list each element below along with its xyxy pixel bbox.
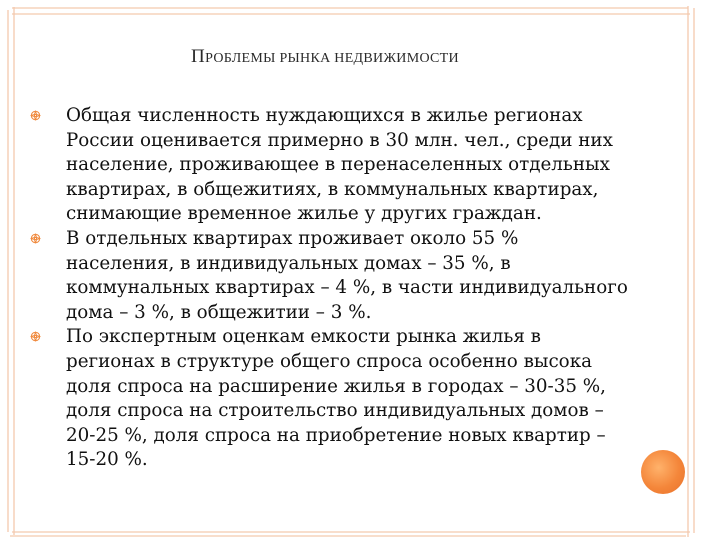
list-item: [30, 227, 630, 325]
bullet-text: В отдельных квартирах проживает около 55 % населения, в индивидуальных домах – 35 %, в коммунальных квартирах – 4 %, в части индивидуального дома – 3 %, в общежитии – 3 %.: [66, 227, 628, 323]
title-rest: РОБЛЕМЫ РЫНКА НЕДВИЖИМОСТИ: [205, 51, 459, 66]
title-initial: П: [191, 46, 206, 67]
list-item: [30, 104, 630, 227]
orange-circle-decoration: [641, 450, 685, 494]
list-item: [30, 325, 630, 473]
bullet-list: [30, 104, 630, 473]
bullet-text: Общая численность нуждающихся в жилье регионах России оценивается примерно в 30 млн. чел., среди них население, проживающее в перенаселенных отдельных квартирах, в общежитиях, в коммунальных квартирах, снимающие временное жилье у других граждан.: [66, 105, 613, 225]
orange-flower-bullet-icon: [30, 331, 41, 342]
bullet-text: По экспертным оценкам емкости рынка жилья в регионах в структуре общего спроса особенно высока доля спроса на расширение жилья в городах – 30-35 %, доля спроса на строительство индивидуальных домов – 20-25 %, доля спроса на приобретение новых квартир – 15-20 %.: [66, 326, 606, 471]
slide-title: [0, 46, 650, 68]
orange-flower-bullet-icon: [30, 233, 41, 244]
orange-flower-bullet-icon: [30, 110, 41, 121]
